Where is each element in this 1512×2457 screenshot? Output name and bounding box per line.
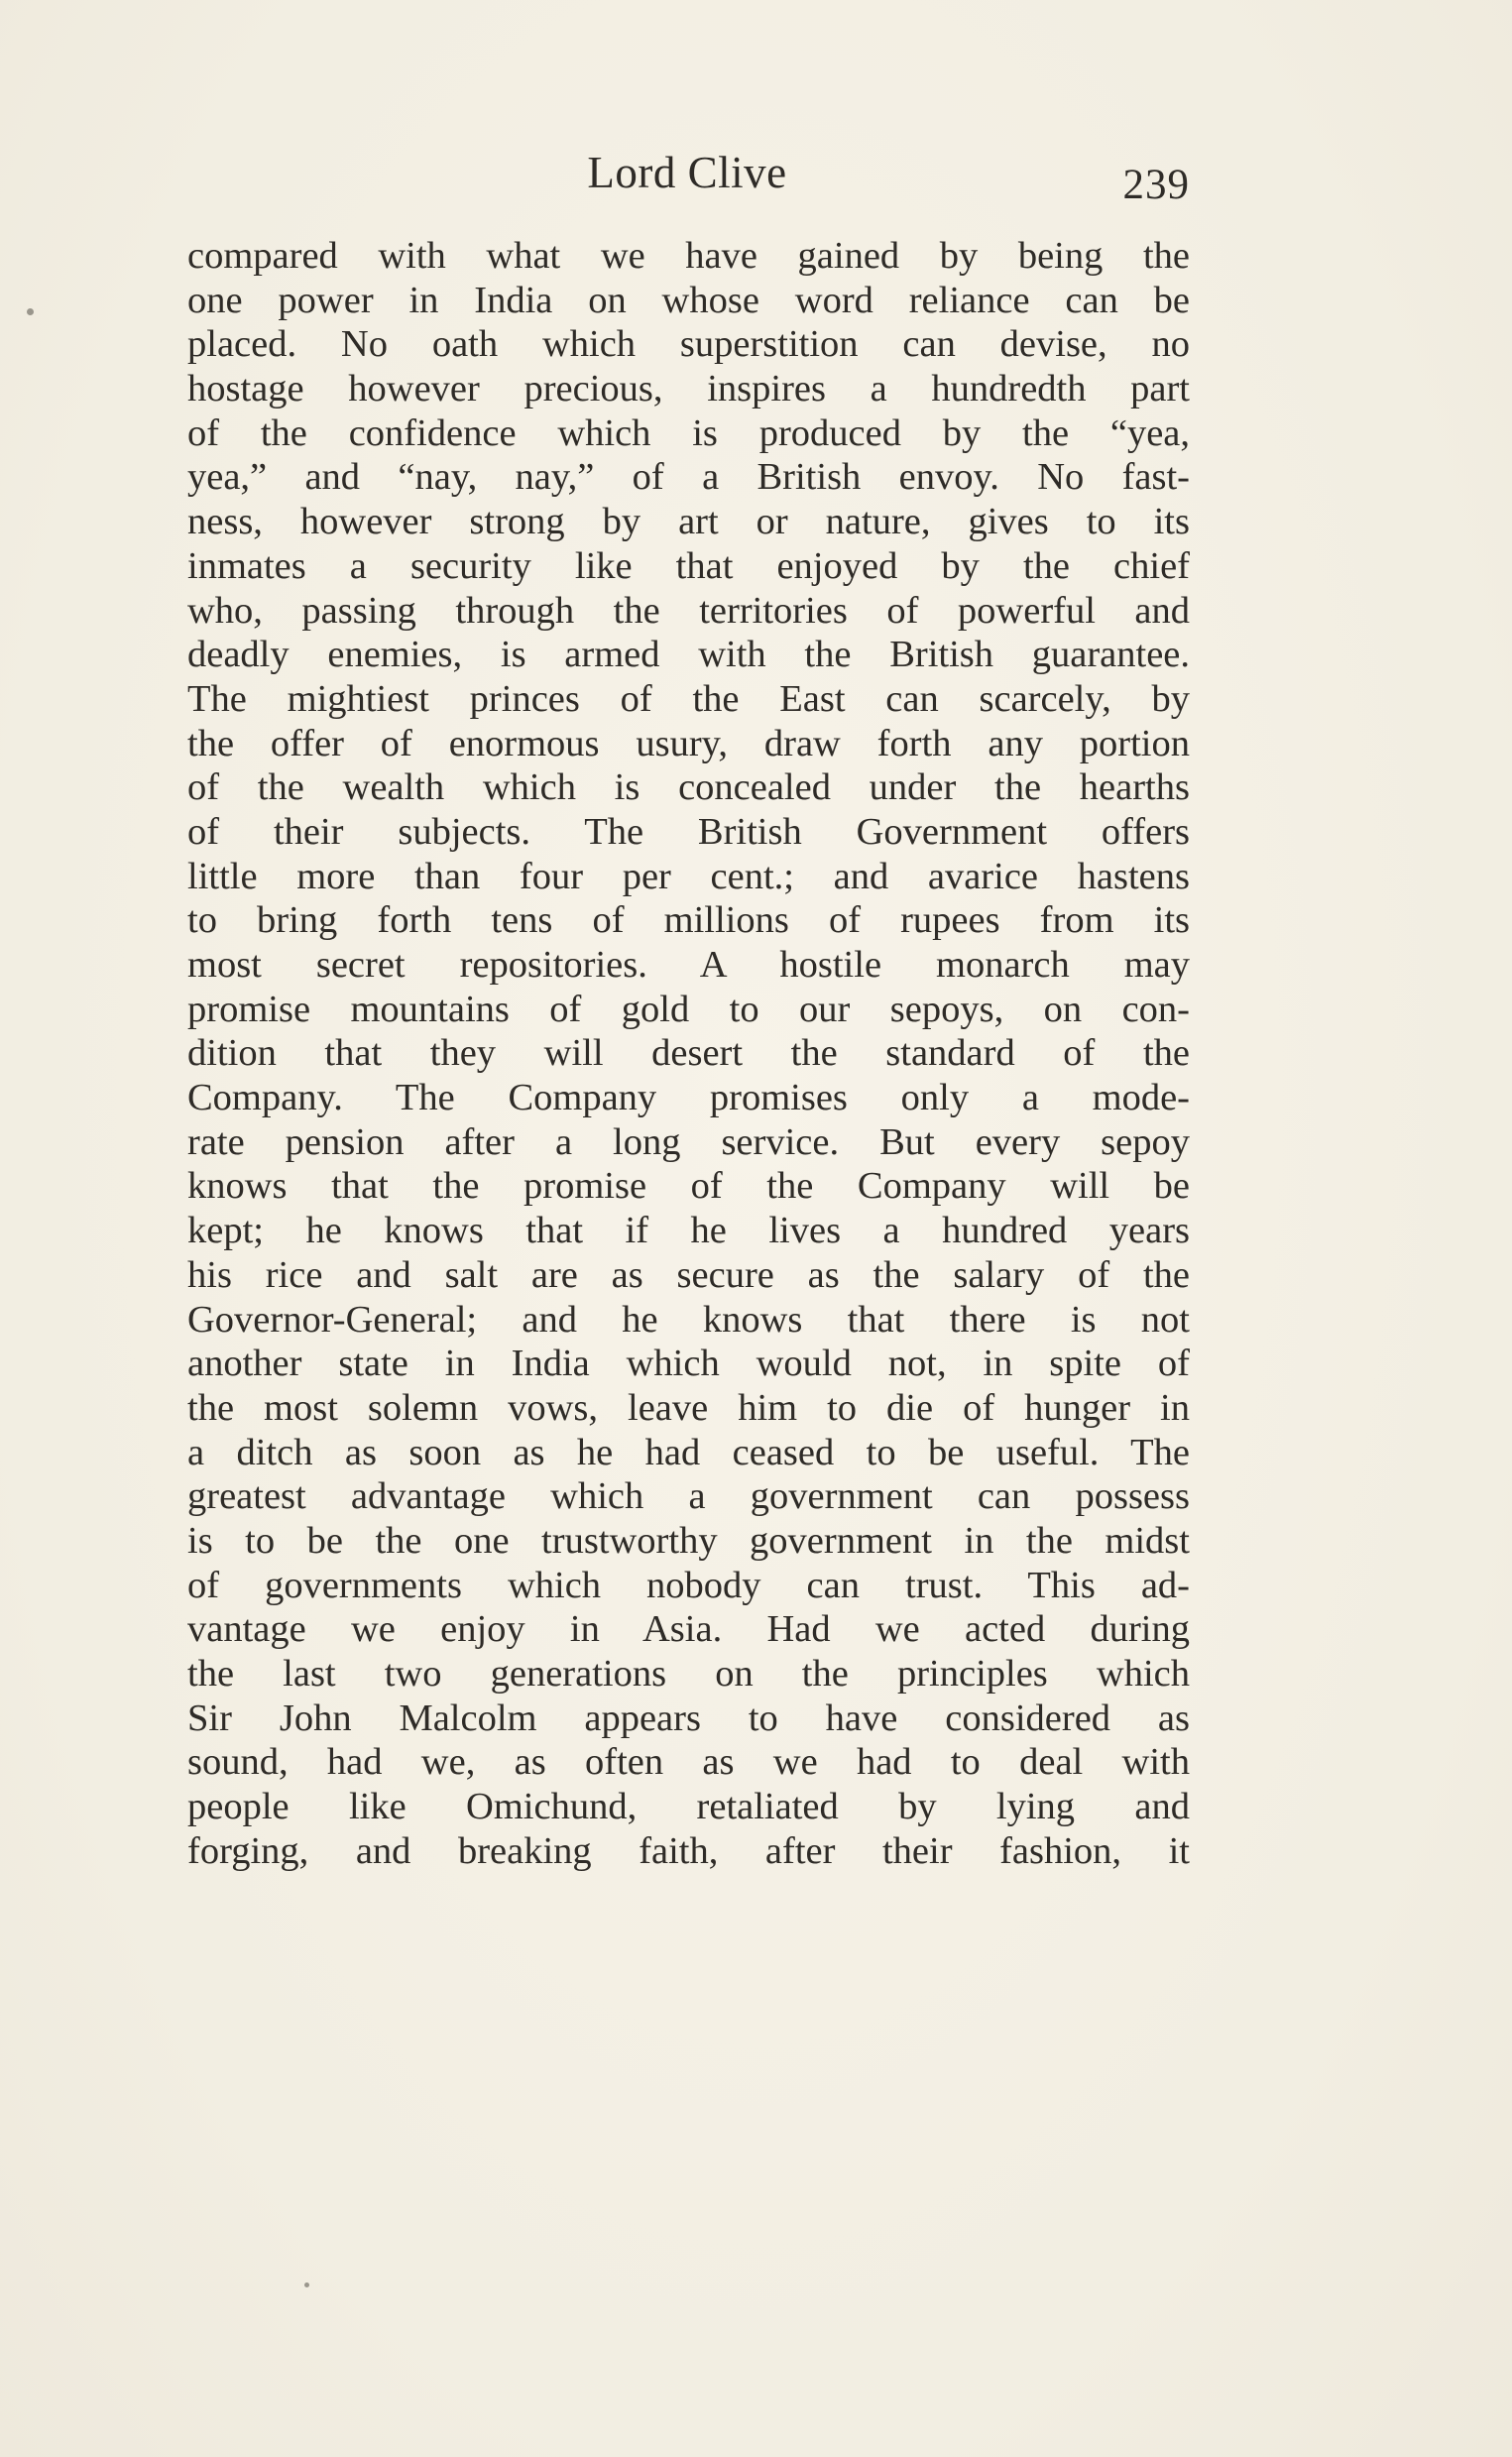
text-line: to bring forth tens of millions of rupees from its <box>187 899 1190 942</box>
text-line: placed. No oath which superstition can devise, no <box>187 323 1190 366</box>
text-line: Company. The Company promises only a mode- <box>187 1077 1190 1119</box>
paper-speck <box>304 2282 309 2287</box>
running-title: Lord Clive <box>587 148 787 197</box>
text-line: the most solemn vows, leave him to die of hunger in <box>187 1386 1190 1429</box>
text-line: dition that they will desert the standard of the <box>187 1032 1190 1075</box>
text-line: The mightiest princes of the East can scarcely, by <box>187 677 1190 720</box>
text-line: Governor-General; and he knows that there is not <box>187 1298 1190 1341</box>
text-line: most secret repositories. A hostile monarch may <box>187 944 1190 986</box>
text-line: yea,” and “nay, nay,” of a British envoy. No fast- <box>187 456 1190 499</box>
text-line: sound, had we, as often as we had to deal with <box>187 1741 1190 1784</box>
text-line: one power in India on whose word reliance can be <box>187 279 1190 321</box>
text-line: greatest advantage which a government can possess <box>187 1475 1190 1518</box>
text-line: compared with what we have gained by being the <box>187 235 1190 277</box>
page-header <box>184 147 1190 206</box>
text-line: of their subjects. The British Government offers <box>187 810 1190 853</box>
text-line: hostage however precious, inspires a hundredth part <box>187 368 1190 410</box>
text-line: promise mountains of gold to our sepoys, on con- <box>187 988 1190 1030</box>
text-line: people like Omichund, retaliated by lying and <box>187 1786 1190 1828</box>
text-line: vantage we enjoy in Asia. Had we acted during <box>187 1608 1190 1651</box>
paper-speck <box>27 308 34 315</box>
text-line: of governments which nobody can trust. This ad- <box>187 1564 1190 1606</box>
text-line: his rice and salt are as secure as the salary of the <box>187 1253 1190 1296</box>
text-line: of the confidence which is produced by the “yea, <box>187 411 1190 454</box>
text-line: another state in India which would not, in spite of <box>187 1343 1190 1385</box>
text-line: the last two generations on the principles which <box>187 1653 1190 1695</box>
text-line: a ditch as soon as he had ceased to be useful. The <box>187 1431 1190 1473</box>
text-line: knows that the promise of the Company will be <box>187 1165 1190 1208</box>
text-line: rate pension after a long service. But every sepoy <box>187 1120 1190 1163</box>
page-number: 239 <box>1122 162 1190 208</box>
body-text <box>187 234 1190 1873</box>
text-line: inmates a security like that enjoyed by the chief <box>187 544 1190 587</box>
text-line: of the wealth which is concealed under the hearths <box>187 766 1190 809</box>
text-line: deadly enemies, is armed with the British guarantee. <box>187 634 1190 676</box>
text-line: the offer of enormous usury, draw forth any portion <box>187 722 1190 764</box>
text-line: little more than four per cent.; and avarice hastens <box>187 855 1190 897</box>
text-line: ness, however strong by art or nature, gives to its <box>187 501 1190 543</box>
text-line: who, passing through the territories of powerful and <box>187 589 1190 632</box>
text-line: kept; he knows that if he lives a hundred years <box>187 1210 1190 1252</box>
text-line: Sir John Malcolm appears to have considered as <box>187 1696 1190 1739</box>
text-line: forging, and breaking faith, after their fashion, it <box>187 1829 1190 1872</box>
text-line: is to be the one trustworthy government in the midst <box>187 1519 1190 1562</box>
